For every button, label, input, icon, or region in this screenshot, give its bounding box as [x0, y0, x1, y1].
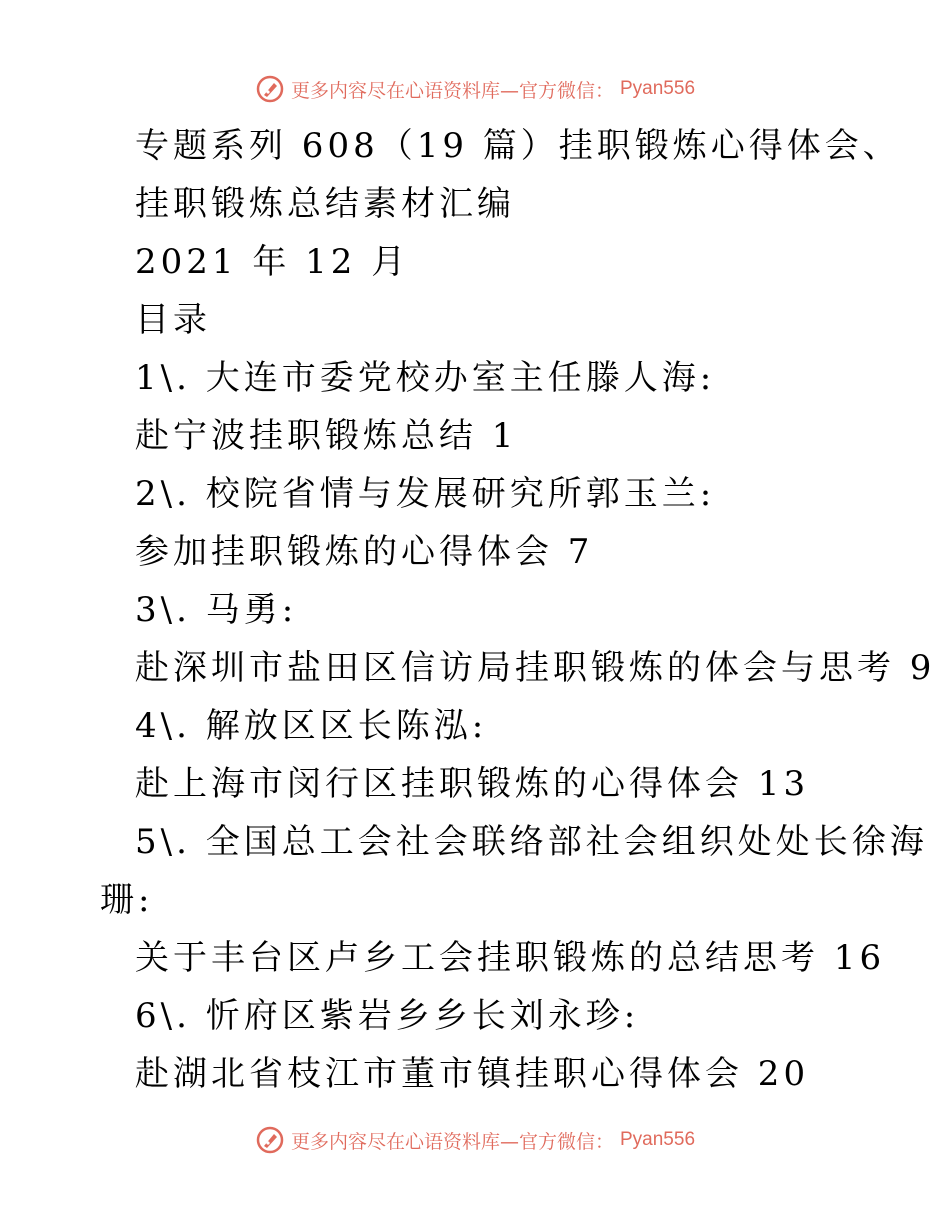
- pen-nib-circle-icon: [255, 1125, 285, 1155]
- doc-title-line-1: 专题系列 608（19 篇）挂职锻炼心得体会、: [135, 126, 901, 166]
- toc-entry-5-author: 5\. 全国总工会社会联络部社会组织处处长徐海: [135, 822, 928, 862]
- toc-entry-1-title: 赴宁波挂职锻炼总结 1: [135, 416, 518, 456]
- footer-watermark: [0, 1125, 950, 1155]
- header-watermark: [0, 74, 950, 104]
- toc-entry-6-author: 6\. 忻府区紫岩乡乡长刘永珍:: [135, 996, 640, 1036]
- toc-entry-4-author: 4\. 解放区区长陈泓:: [135, 706, 488, 746]
- toc-entry-3-title: 赴深圳市盐田区信访局挂职锻炼的体会与思考 9: [135, 648, 936, 688]
- doc-date: 2021 年 12 月: [135, 242, 410, 282]
- toc-entry-4-title: 赴上海市闵行区挂职锻炼的心得体会 13: [135, 764, 810, 804]
- doc-title-line-2: 挂职锻炼总结素材汇编: [135, 184, 515, 224]
- watermark-text: 更多内容尽在心语资料库—官方微信：: [290, 79, 614, 102]
- toc-entry-3-author: 3\. 马勇:: [135, 590, 298, 630]
- pen-nib-circle-icon: [255, 74, 285, 104]
- watermark-text: 更多内容尽在心语资料库—官方微信：: [290, 1130, 614, 1153]
- watermark-id: Pyan556: [620, 78, 696, 99]
- toc-entry-6-title: 赴湖北省枝江市董市镇挂职心得体会 20: [135, 1054, 810, 1094]
- toc-heading: 目录: [135, 300, 211, 340]
- toc-entry-2-title: 参加挂职锻炼的心得体会 7: [135, 532, 594, 572]
- toc-entry-2-author: 2\. 校院省情与发展研究所郭玉兰:: [135, 474, 716, 514]
- toc-entry-1-author: 1\. 大连市委党校办室主任滕人海:: [135, 358, 716, 398]
- watermark-id: Pyan556: [620, 1129, 696, 1150]
- toc-entry-5-title: 关于丰台区卢乡工会挂职锻炼的总结思考 16: [135, 938, 886, 978]
- toc-entry-5-author-cont: 珊:: [100, 880, 154, 920]
